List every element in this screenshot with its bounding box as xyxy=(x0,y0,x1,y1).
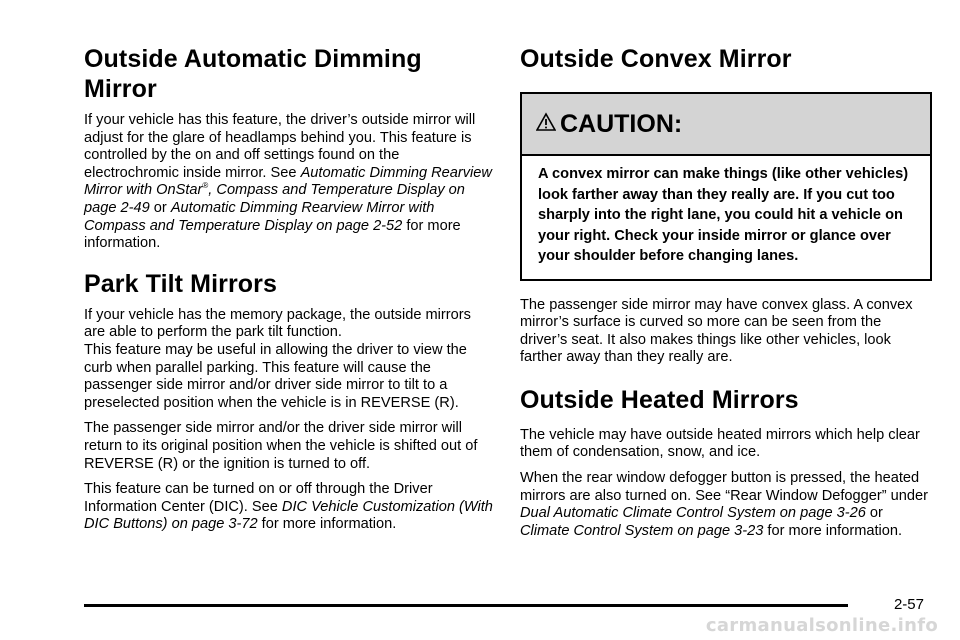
caution-label: CAUTION: xyxy=(560,109,683,138)
footer-rule xyxy=(84,604,848,607)
registered-mark: ® xyxy=(202,181,209,191)
paragraph-park-tilt-1: If your vehicle has the memory package, the outside mirrors are able to perform the park tilt function. This feature may be useful in allowing the driver to view the curb when parallel parking. This feature will cause the passenger side mirror and/or driver side mirror to tilt to a preselected position when the vehicle is in REVERSE (R). xyxy=(84,306,471,411)
warning-triangle-icon xyxy=(536,112,556,137)
paragraph-park-tilt-2: The passenger side mirror and/or the driver side mirror will return to its original position when the vehicle is shifted out of REVERSE (R) or the ignition is turned to off. xyxy=(84,420,478,472)
paragraph-heated-mirrors-2: When the rear window defogger button is pressed, the heated mirrors are also turned on. See “Rear Window Defogger” under Dual Automatic Climate Control System on page 3-26 or Climate Control System on page 3-23 for more information. xyxy=(520,470,928,539)
section-title-outside-convex-mirror: Outside Convex Mirror xyxy=(520,45,792,73)
link-dic-vehicle-customization: DIC Vehicle Customization (With DIC Buttons) on page 3-72 xyxy=(84,498,493,533)
watermark: carmanualsonline.info xyxy=(705,615,938,636)
paragraph-park-tilt-3: This feature can be turned on or off through the Driver Information Center (DIC). See DIC Vehicle Customization (With DIC Buttons) on page 3-72 for more information. xyxy=(84,481,493,533)
link-climate-control: Climate Control System on page 3-23 xyxy=(520,522,764,539)
section-title-outside-automatic-dimming-mirror: Outside Automatic Dimming Mirror xyxy=(84,45,422,103)
paragraph-convex-mirror: The passenger side mirror may have convex glass. A convex mirror’s surface is curved so more can be seen from the driver’s seat. It also makes things like other vehicles, look farther away than they really are. xyxy=(520,296,913,366)
page-number: 2-57 xyxy=(893,596,924,613)
link-auto-dimming-onstar: Automatic Dimming Rearview Mirror with OnStar xyxy=(84,164,492,199)
section-title-outside-heated-mirrors: Outside Heated Mirrors xyxy=(520,385,799,414)
link-auto-dimming-onstar-cont: , Compass and Temperature Display on page 2-49 xyxy=(84,182,465,216)
link-dual-auto-climate: Dual Automatic Climate Control System on page 3-26 xyxy=(520,505,866,522)
paragraph-heated-mirrors-1: The vehicle may have outside heated mirrors which help clear them of condensation, snow, and ice. xyxy=(520,426,920,461)
left-column xyxy=(84,44,496,542)
caution-box xyxy=(520,92,932,281)
section-title-park-tilt-mirrors: Park Tilt Mirrors xyxy=(84,269,277,298)
link-auto-dimming-compass: Automatic Dimming Rearview Mirror with Compass and Temperature Display on page 2-52 xyxy=(84,199,435,234)
right-column xyxy=(520,44,932,548)
caution-header xyxy=(522,94,930,156)
caution-text: A convex mirror can make things (like other vehicles) look farther away than they really are. If you cut too sharply into the right lane, you could hit a vehicle on your right. Check your inside mirror or glance over your shoulder before changing lanes. xyxy=(538,166,909,264)
paragraph-auto-dimming: If your vehicle has this feature, the driver’s outside mirror will adjust for the glare of headlamps behind you. This feature is controlled by the on and off settings found on the electrochromic inside mirror. See Automatic Dimming Rearview Mirror with OnStar®, Compass and Temperature Display on page 2-49 or Automatic Dimming Rearview Mirror with Compass and Temperature Display on page 2-52 for more information. xyxy=(84,112,492,252)
